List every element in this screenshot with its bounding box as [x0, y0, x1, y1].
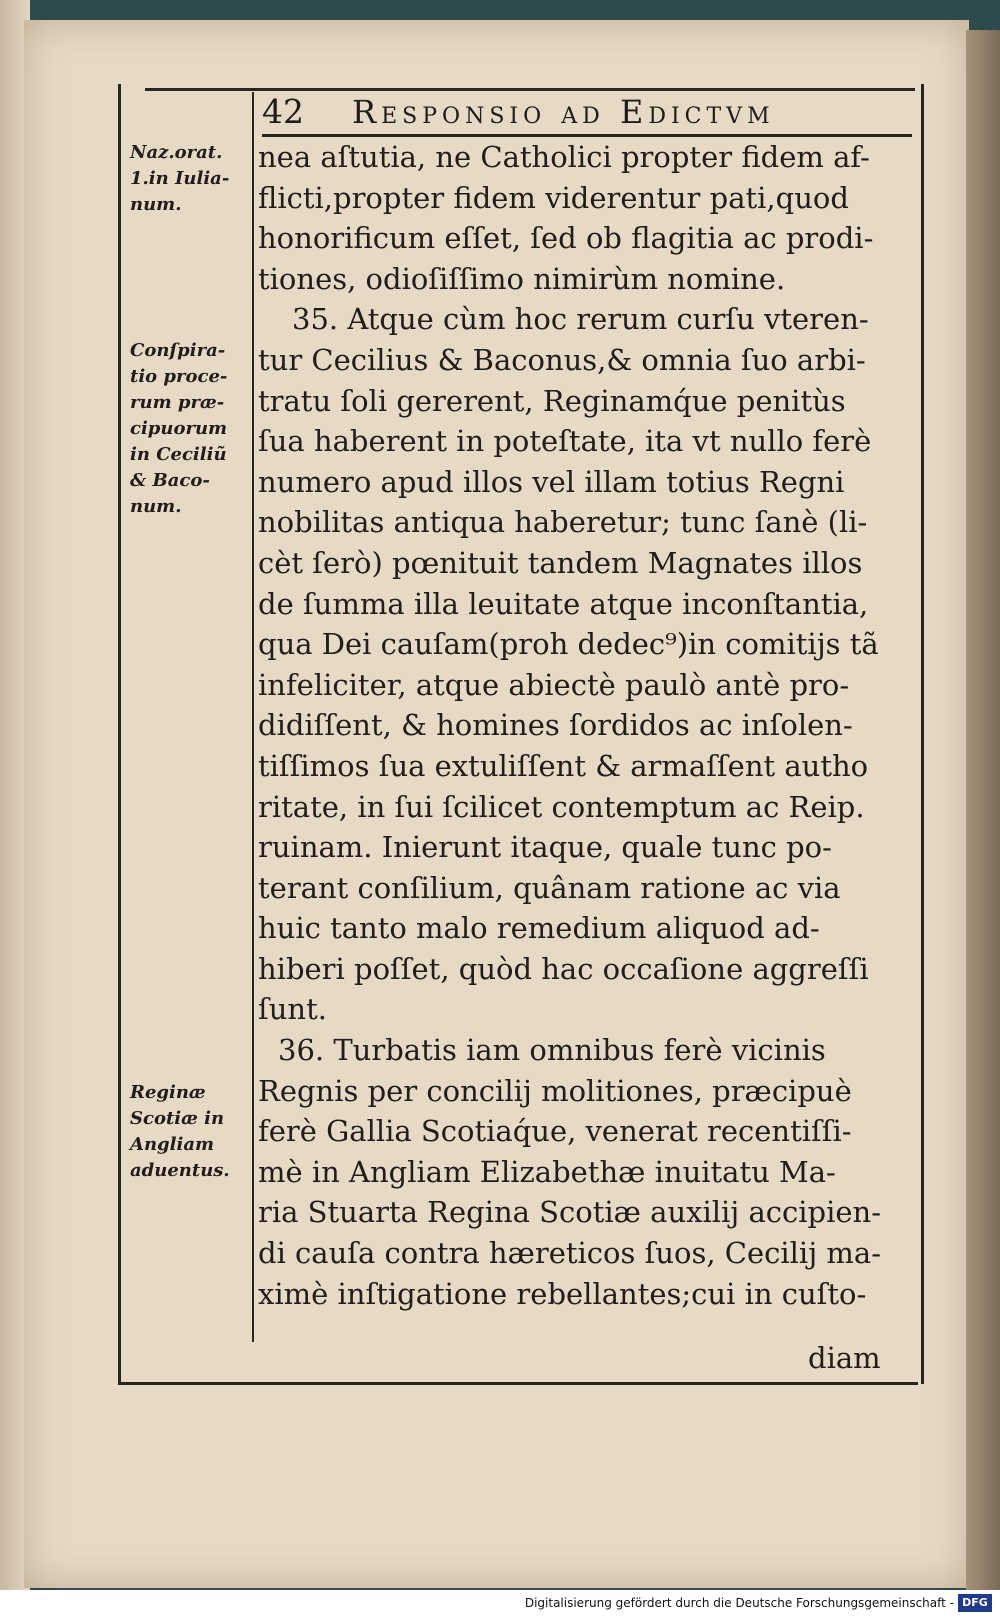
- text-line: huic tanto malo remedium aliquod ad-: [258, 911, 820, 946]
- bottom-rule: [118, 1382, 918, 1385]
- text-line: Regnis per concilij molitiones, præcipuè: [258, 1073, 852, 1108]
- margin-note-line: Conſpira-: [130, 340, 226, 361]
- text-line: honorificum eſſet, ſed ob flagitia ac prodi-: [258, 221, 874, 256]
- text-line: ſua haberent in poteſtate, ita vt nullo ferè: [258, 424, 872, 459]
- margin-note-line: Reginæ: [130, 1082, 206, 1103]
- text-line: numero apud illos vel illam totius Regni: [258, 464, 845, 499]
- margin-note-line: cipuorum: [130, 418, 228, 439]
- running-head: Responsio ad Edictvm: [352, 93, 775, 131]
- margin-note-line: 1.in Iulia-: [130, 168, 230, 189]
- margin-note-nazianzen: [130, 140, 248, 218]
- text-line: ferè Gallia Scotiaq́ue, venerat recentiſſi-: [258, 1114, 852, 1149]
- text-line: qua Dei cauſam(proh dedec⁹)in comitijs tã: [258, 627, 879, 662]
- margin-rule: [252, 92, 254, 1342]
- dfg-logo: DFG: [958, 1594, 992, 1612]
- margin-note-line: tio proce-: [130, 366, 228, 387]
- text-line: ximè inſtigatione rebellantes;cui in cuſto-: [258, 1276, 867, 1311]
- text-line: de ſumma illa leuitate atque inconſtantia,: [258, 586, 869, 621]
- margin-note-line: num.: [130, 194, 182, 215]
- text-line: tiſſimos ſua extuliſſent & armaſſent autho: [258, 748, 869, 783]
- margin-note-reginae-scotiae: [130, 1080, 248, 1184]
- text-line: tiones, odioſiſſimo nimirùm nomine.: [258, 261, 786, 296]
- margin-note-line: num.: [130, 496, 182, 517]
- margin-note-line: aduentus.: [130, 1160, 230, 1181]
- text-line: 35. Atque cùm hoc rerum curſu vteren-: [292, 302, 869, 337]
- funding-credit: Digitalisierung gefördert durch die Deutsche Forschungsgemeinschaft -: [524, 1596, 954, 1610]
- page-number: 42: [262, 92, 304, 131]
- text-line: ſunt.: [258, 992, 327, 1027]
- text-line: terant conſilium, quânam ratione ac via: [258, 870, 841, 905]
- text-line: ria Stuarta Regina Scotiæ auxilij accipien-: [258, 1195, 882, 1230]
- margin-note-line: & Baco-: [130, 470, 210, 491]
- margin-note-line: Naz.orat.: [130, 142, 223, 163]
- main-text: [258, 137, 918, 1314]
- catchword: diam: [808, 1341, 881, 1375]
- header-top-rule: [145, 88, 915, 91]
- footer-bar: [0, 1590, 1000, 1618]
- margin-note-conspiratio: [130, 338, 248, 520]
- margin-note-line: rum præ-: [130, 392, 225, 413]
- text-line: infeliciter, atque abiectè paulò antè pro-: [258, 667, 850, 702]
- margin-note-line: Scotiæ in: [130, 1108, 225, 1129]
- text-line: tur Cecilius & Baconus,& omnia ſuo arbi-: [258, 342, 866, 377]
- text-line: ruinam. Inierunt itaque, quale tunc po-: [258, 830, 832, 865]
- text-line: flicti,propter fidem viderentur pati,quod: [258, 180, 849, 215]
- text-line: mè in Angliam Elizabethæ inuitatu Ma-: [258, 1154, 836, 1189]
- text-line: didiſſent, & homines ſordidos ac inſolen-: [258, 708, 853, 743]
- text-line: tratu ſoli gererent, Reginamq́ue penitùs: [258, 383, 846, 418]
- next-page-edge: [966, 30, 1000, 1590]
- text-line: cèt ſerò) pœnituit tandem Magnates illos: [258, 545, 863, 580]
- margin-note-line: Angliam: [130, 1134, 215, 1155]
- text-line: nobilitas antiqua haberetur; tunc ſanè (li-: [258, 505, 868, 540]
- text-line: nea aſtutia, ne Catholici propter fidem af-: [258, 140, 870, 174]
- text-line: di cauſa contra hæreticos ſuos, Cecilij ma-: [258, 1236, 882, 1271]
- text-line: hiberi poſſet, quòd hac occaſione aggreſſi: [258, 951, 869, 986]
- text-line: 36. Turbatis iam omnibus ferè vicinis: [278, 1033, 826, 1068]
- text-line: ritate, in ſui ſcilicet contemptum ac Reip.: [258, 789, 865, 824]
- margin-note-line: in Ceciliũ: [130, 444, 227, 465]
- page-header: [262, 92, 922, 132]
